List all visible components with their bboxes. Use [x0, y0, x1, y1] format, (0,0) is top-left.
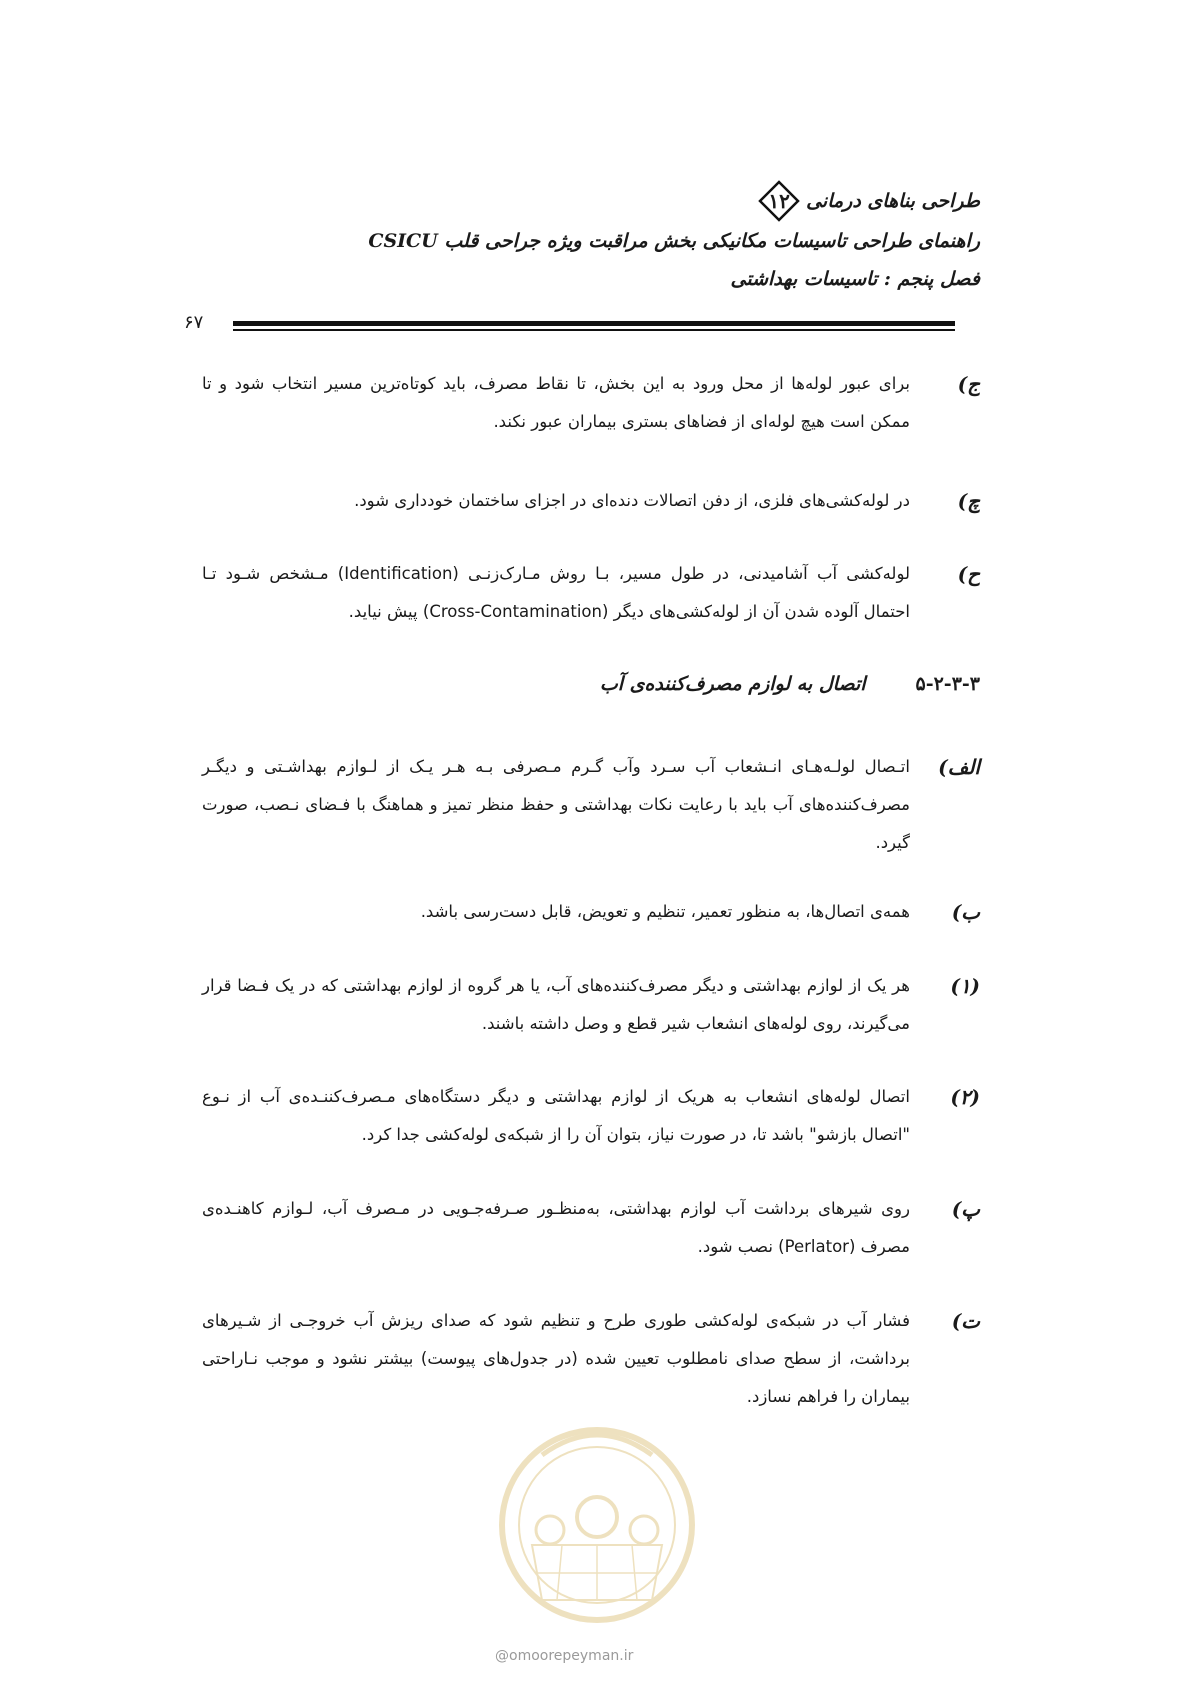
header-chapter: فصل پنجم : تاسیسات بهداشتی	[730, 268, 980, 290]
series-number-badge	[758, 180, 800, 222]
item-marker: چ)	[957, 489, 980, 513]
list-item	[202, 967, 980, 1043]
header-subtitle: راهنمای طراحی تاسیسات مکانیکی بخش مراقبت ویژه جراحی قلب CSICU	[368, 230, 980, 252]
item-marker: ج)	[957, 372, 980, 396]
header-rule-thick	[233, 321, 955, 326]
watermark-site: @omoorepeyman.ir	[495, 1648, 634, 1664]
item-text: اتـصال لولـه‌هـای انـشعاب آب سـرد وآب گـرم مـصرفی بـه هـر یـک از لـوازم بهداشـتی و دیگـر مصرف‌کننده‌های آب باید با رعایت نکات بهداشتی و حفظ منظر تمیز و هماهنگ با فـضای نـصب، صورت گیرد.	[202, 757, 910, 852]
list-item	[202, 1190, 980, 1266]
item-text: فشار آب در شبکه‌ی لوله‌کشی طوری طرح و تنظیم شود که صدای ریزش آب خروجـی از شـیرهای برداشت، از سطح صدای نامطلوب تعیین شده (در جدول‌های پیوست) بیشتر نشود و موجب نـاراحتی بیماران را فراهم نسازد.	[202, 1311, 910, 1406]
item-text: برای عبور لوله‌ها از محل ورود به این بخش، تا نقاط مصرف، باید کوتاه‌ترین مسیر انتخاب شود و تا ممکن است هیچ لوله‌ای از فضاهای بستری بیماران عبور نکند.	[202, 374, 910, 431]
item-text: روی شیرهای برداشت آب لوازم بهداشتی، به‌منظـور صـرفه‌جـویی در مـصرف آب، لـوازم کاهنـده‌ی مصرف (Perlator) نصب شود.	[202, 1199, 910, 1256]
section-heading	[600, 665, 980, 703]
item-marker: پ)	[951, 1197, 980, 1221]
item-marker: ح)	[957, 562, 980, 586]
list-item	[202, 482, 980, 520]
item-text: اتصال لوله‌های انشعاب به هریک از لوازم بهداشتی و دیگر دستگاه‌های مـصرف‌کننـده‌ی آب از نـوع "اتصال بازشو" باشد تا، در صورت نیاز، بتوان آن را از شبکه‌ی لوله‌کشی جدا کرد.	[202, 1087, 910, 1144]
item-marker: (۱)	[950, 974, 980, 998]
header-series-line	[160, 180, 980, 222]
item-marker: ت)	[951, 1309, 980, 1333]
item-text: در لوله‌کشی‌های فلزی، از دفن اتصالات دنده‌ای در اجزای ساختمان خودداری شود.	[354, 491, 910, 510]
section-title: اتصال به لوازم مصرف‌کننده‌ی آب	[599, 673, 866, 695]
item-marker: الف)	[938, 755, 980, 779]
section-number: ۵-۲-۳-۳	[915, 673, 980, 695]
list-item	[202, 893, 980, 931]
item-marker: ب)	[951, 900, 980, 924]
list-item	[202, 555, 980, 631]
series-number: ۱۲	[768, 189, 790, 213]
watermark-logo	[492, 1395, 702, 1645]
page-number: ۶۷	[184, 312, 204, 333]
page-header	[160, 180, 980, 298]
item-text: هر یک از لوازم بهداشتی و دیگر مصرف‌کننده‌های آب، یا هر گروه از لوازم بهداشتی که در یک فـضا قرار می‌گیرند، روی لوله‌های انشعاب شیر قطع و وصل داشته باشند.	[202, 976, 910, 1033]
item-text: همه‌ی اتصال‌ها، به منظور تعمیر، تنظیم و تعویض، قابل دست‌رسی باشد.	[420, 902, 910, 921]
list-item	[202, 748, 980, 862]
list-item	[202, 365, 980, 441]
header-rule-thin	[233, 329, 955, 331]
series-title: طراحی بناهای درمانی	[806, 190, 980, 212]
item-marker: (۲)	[950, 1085, 980, 1109]
list-item	[202, 1078, 980, 1154]
item-text: لوله‌کشی آب آشامیدنی، در طول مسیر، بـا روش مـارک‌زنـی (Identification) مـشخص شـود تـا احتمال آلوده شدن آن از لوله‌کشی‌های دیگر (Cross-Contamination) پیش نیاید.	[202, 564, 910, 621]
